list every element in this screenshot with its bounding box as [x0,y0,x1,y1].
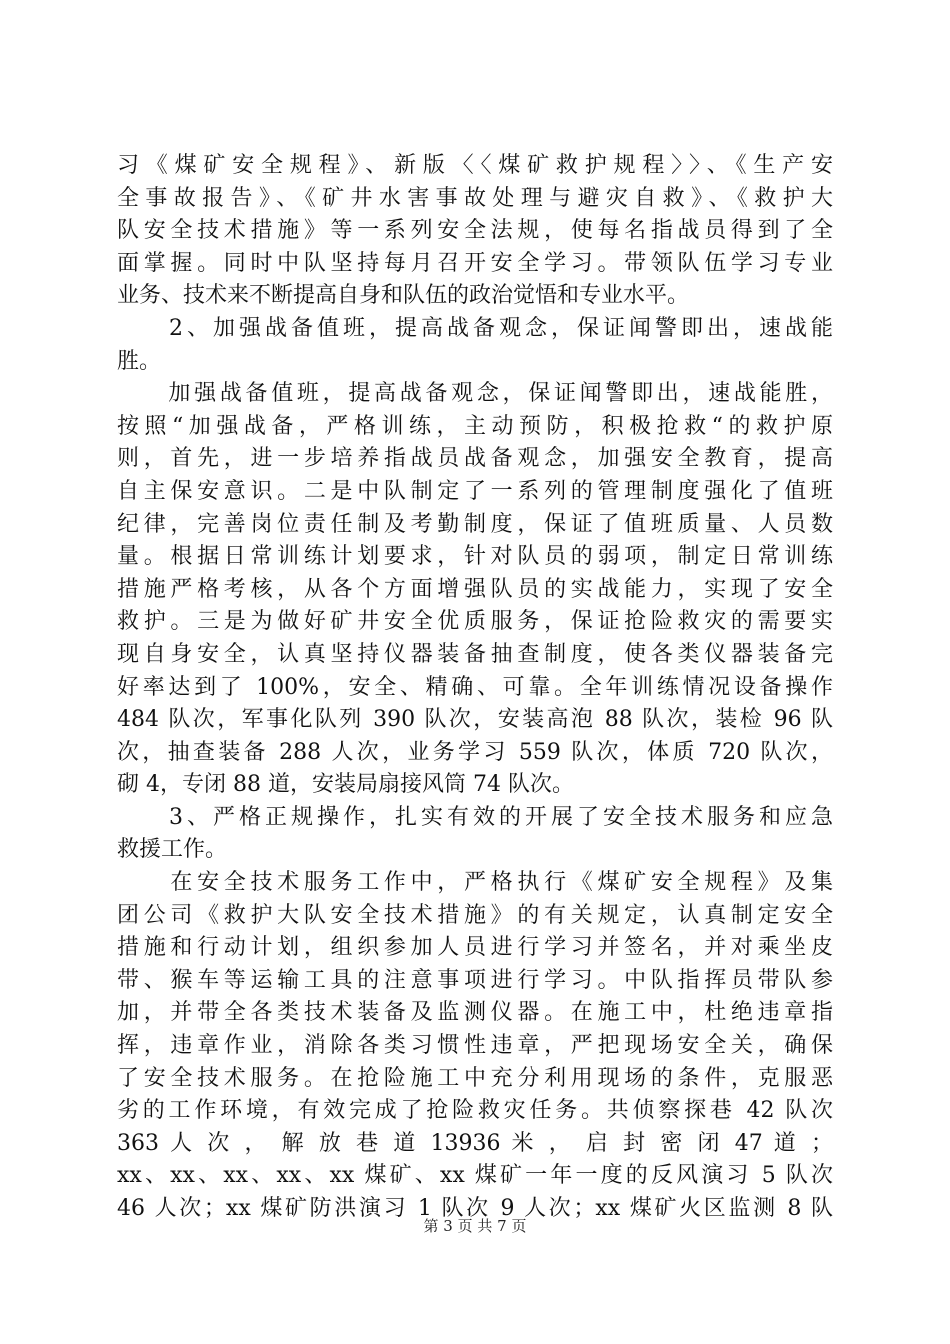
text-line: 在安全技术服务工作中，严格执行《煤矿安全规程》及集 [117,870,833,896]
text-line: 则，首先，进一步培养指战员战备观念，加强安全教育，提高 [117,446,833,472]
text-line: 2、加强战备值班，提高战备观念，保证闻警即出，速战能 [117,315,833,341]
text-line: 纪律，完善岗位责任制及考勤制度，保证了值班质量、人员数 [117,511,833,537]
text-line: 救护。三是为做好矿井安全优质服务，保证抢险救灾的需要实 [117,609,833,635]
document-body [117,150,833,1226]
text-line: 自主保安意识。二是中队制定了一系列的管理制度强化了值班 [117,478,833,504]
text-line: 次，抽查装备 288 人次，业务学习 559 队次，体质 720 队次， [117,739,833,765]
text-line: 劣的工作环境，有效完成了抢险救灾任务。共侦察探巷 42 队次 [117,1098,833,1124]
text-line: 按照“加强战备，严格训练，主动预防，积极抢救“的救护原 [117,413,833,439]
text-line: xx、xx、xx、xx、xx 煤矿、xx 煤矿一年一度的反风演习 5 队次 [117,1163,833,1189]
text-line: 46 人次；xx 煤矿防洪演习 1 队次 9 人次；xx 煤矿火区监测 8 队 [117,1196,833,1221]
text-line: 习《煤矿安全规程》、新版〈〈煤矿救护规程〉〉、《生产安 [117,153,833,178]
text-line: 救援工作。 [117,837,228,863]
text-line: 加，并带全各类技术装备及监测仪器。在施工中，杜绝违章指 [117,1000,833,1026]
text-line: 业务、技术来不断提高自身和队伍的政治觉悟和专业水平。 [117,283,690,309]
text-line: 3、严格正规操作，扎实有效的开展了安全技术服务和应急 [117,804,833,830]
text-line: 措施严格考核，从各个方面增强队员的实战能力，实现了安全 [117,576,833,602]
text-line: 面掌握。同时中队坚持每月召开安全学习。带领队伍学习专业 [117,250,833,276]
text-line: 加强战备值班，提高战备观念，保证闻警即出，速战能胜， [117,381,833,407]
text-line: 484 队次，军事化队列 390 队次，安装高泡 88 队次，装检 96 队 [117,707,833,733]
text-line: 量。根据日常训练计划要求，针对队员的弱项，制定日常训练 [117,544,833,570]
page-footer: 第 3 页 共 7 页 [423,1217,527,1235]
text-line: 全事故报告》、《矿井水害事故处理与避灾自救》、《救护大 [117,185,833,211]
text-line: 团公司《救护大队安全技术措施》的有关规定，认真制定安全 [117,902,833,928]
text-line: 胜。 [117,348,162,374]
text-line: 带、猴车等运输工具的注意事项进行学习。中队指挥员带队参 [117,967,833,993]
text-line: 好率达到了 100%，安全、精确、可靠。全年训练情况设备操作 [117,674,833,700]
text-line: 了安全技术服务。在抢险施工中充分利用现场的条件，克服恶 [117,1065,833,1091]
text-line: 现自身安全，认真坚持仪器装备抽查制度，使各类仪器装备完 [117,641,833,667]
text-line: 措施和行动计划，组织参加人员进行学习并签名，并对乘坐皮 [117,935,833,961]
text-line: 挥，违章作业，消除各类习惯性违章，严把现场安全关，确保 [117,1033,833,1059]
text-line: 砌 4，专闭 88 道，安装局扇接风筒 74 队次。 [117,772,574,798]
text-line: 363 人 次 ， 解 放 巷 道 13936 米 ， 启 封 密 闭 47 道 ； [117,1130,833,1156]
text-line: 队安全技术措施》等一系列安全法规，使每名指战员得到了全 [117,218,833,244]
